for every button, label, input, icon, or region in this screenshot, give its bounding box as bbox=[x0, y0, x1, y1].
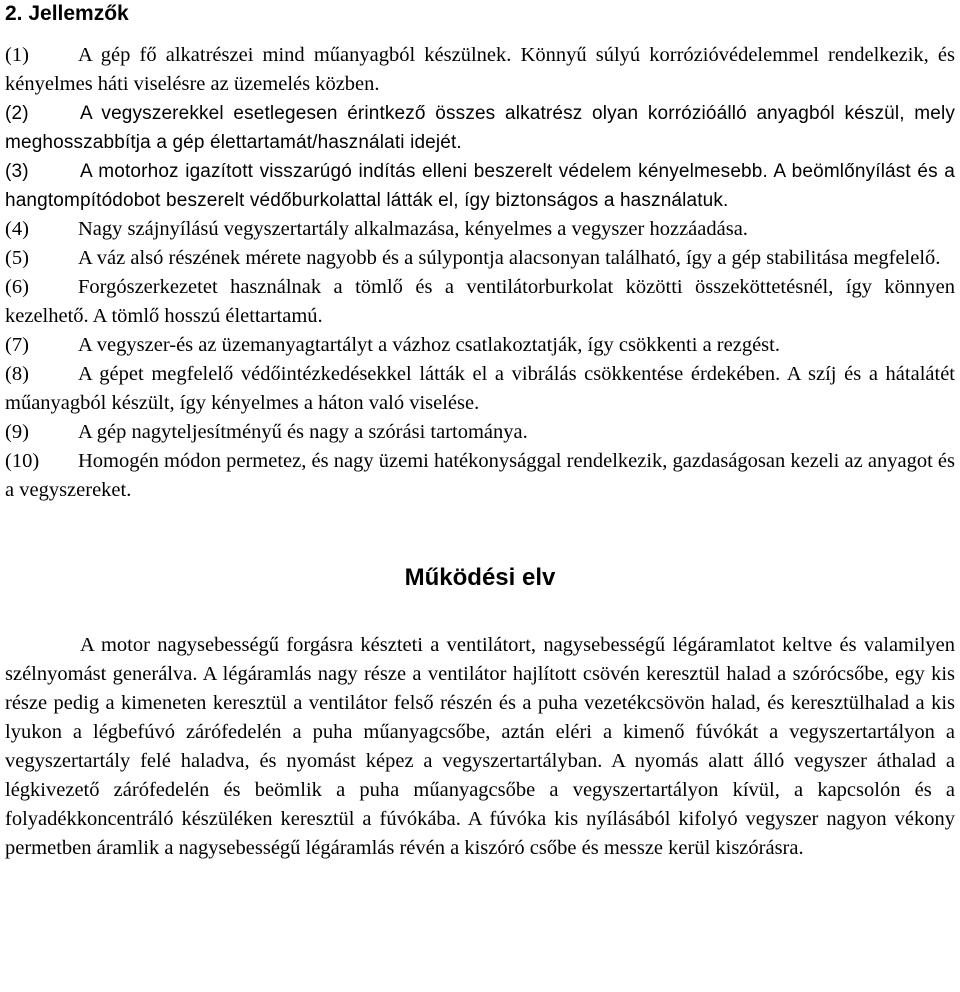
document-page bbox=[5, 0, 955, 863]
item-text: A motorhoz igazított visszarúgó indítás elleni beszerelt védelem kényelmesebb. A beömlőnyílást és a hangtompítódobot beszerelt védőburkolattal látták el, így biztonságos a használatuk. bbox=[5, 161, 955, 211]
item-text: A váz alsó részének mérete nagyobb és a súlypontja alacsonyan található, így a gép stabilitása megfelelő. bbox=[78, 247, 941, 269]
list-item bbox=[5, 360, 955, 418]
item-number: (7) bbox=[5, 334, 29, 356]
list-item bbox=[5, 41, 955, 99]
item-text: Forgószerkezetet használnak a tömlő és a ventilátorburkolat közötti összeköttetésnél, így könnyen kezelhető. A tömlő hosszú élettartamú. bbox=[5, 276, 955, 327]
list-item bbox=[5, 99, 955, 157]
list-item bbox=[5, 418, 955, 447]
item-text: Nagy szájnyílású vegyszertartály alkalmazása, kényelmes a vegyszer hozzáadása. bbox=[78, 218, 748, 240]
principle-paragraph: A motor nagysebességű forgásra készteti a ventilátort, nagysebességű légáramlatot keltve és valamilyen szélnyomást generálva. A légáramlás nagy része a ventilátor hajlított csövén keresztül halad a szórócsőbe, egy kis része pedig a kimeneten keresztül a ventilátor felső részén és a puha vezetékcsövön halad, és keresztülhalad a kis lyukon a légbefúvó zárófedelén a puha műanyagcsőbe, aztán eléri a kimenő fúvókát a vegyszertartályon a vegyszertartály felé haladva, és nyomást képez a vegyszertartályban. A nyomás alatt álló vegyszer áthalad a légkivezető zárófedelén és beömlik a puha műanyagcsőbe a vegyszertartályon kívül, a kapcsolón és a folyadékkoncentráló készüléken keresztül a fúvókába. A fúvóka kis nyílásából kifolyó vegyszer nagyon vékony permetben áramlik a nagysebességű légáramlás révén a kiszóró csőbe és messze kerül kiszórásra. bbox=[5, 634, 955, 859]
item-text: A vegyszer-és az üzemanyagtartályt a vázhoz csatlakoztatják, így csökkenti a rezgést. bbox=[78, 334, 780, 356]
item-number: (1) bbox=[5, 44, 29, 66]
item-number: (10) bbox=[5, 450, 40, 472]
list-item bbox=[5, 273, 955, 331]
list-item bbox=[5, 215, 955, 244]
item-number: (5) bbox=[5, 247, 29, 269]
item-number: (6) bbox=[5, 276, 29, 298]
item-text: A gép nagyteljesítményű és nagy a szórási tartománya. bbox=[78, 421, 528, 443]
list-item bbox=[5, 331, 955, 360]
item-number: (8) bbox=[5, 363, 29, 385]
item-text: A vegyszerekkel esetlegesen érintkező összes alkatrész olyan korrózióálló anyagból készül, mely meghosszabbítja a gép élettartamát/használati idejét. bbox=[5, 103, 955, 153]
item-number: (4) bbox=[5, 218, 29, 240]
item-text: Homogén módon permetez, és nagy üzemi hatékonysággal rendelkezik, gazdaságosan kezeli az anyagot és a vegyszereket. bbox=[5, 450, 955, 501]
section-heading: 2. Jellemzők bbox=[5, 2, 129, 25]
item-text: A gépet megfelelő védőintézkedésekkel látták el a vibrálás csökkentése érdekében. A szíj és a hátalátét műanyagból készült, így kényelmes a háton való viselése. bbox=[5, 363, 955, 414]
item-number: (3) bbox=[5, 161, 29, 182]
item-number: (2) bbox=[5, 103, 29, 124]
features-list bbox=[5, 41, 955, 505]
list-item bbox=[5, 157, 955, 215]
item-text: A gép fő alkatrészei mind műanyagból készülnek. Könnyű súlyú korrózióvédelemmel rendelkezik, és kényelmes háti viselésre az üzemelés közben. bbox=[5, 44, 955, 95]
list-item bbox=[5, 447, 955, 505]
list-item bbox=[5, 244, 955, 273]
item-number: (9) bbox=[5, 421, 29, 443]
principle-heading: Működési elv bbox=[404, 564, 556, 591]
